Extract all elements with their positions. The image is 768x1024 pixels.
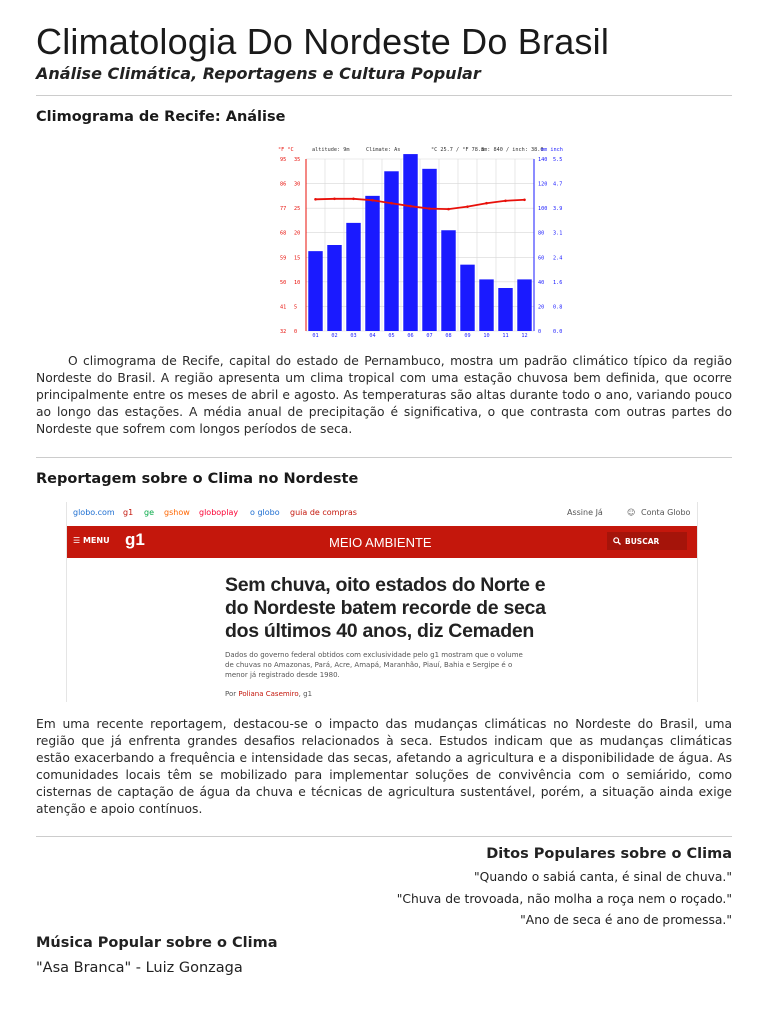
x-tick-label: 06	[407, 333, 414, 339]
page-subtitle: Análise Climática, Reportagens e Cultura Popular	[36, 64, 481, 83]
search-button[interactable]	[607, 532, 687, 550]
divider	[36, 836, 732, 837]
page-title: Climatologia Do Nordeste Do Brasil	[36, 21, 610, 62]
chart-header-units-right: mm inch	[541, 147, 563, 153]
x-tick-label: 04	[369, 333, 376, 339]
y-tick-celsius: 5	[294, 304, 298, 311]
precip-bar	[479, 279, 493, 331]
byline-prefix: Por	[225, 690, 237, 698]
y-tick-celsius: 20	[294, 230, 301, 237]
nav-link[interactable]: g1	[123, 508, 134, 517]
section1-paragraph: O climograma de Recife, capital do estado de Pernambuco, mostra um padrão climático típico da região Nordeste do Brasil. A região apresenta um clima tropical com uma estação chuvosa bem definida, que ocorre principalmente entre os meses de abril e agosto. As temperaturas são altas durante todo o ano, variando pouco ao longo das estações. A média anual de precipitação é significativa, o que contrasta com outras partes do Nordeste que sofrem com longos períodos de seca.	[36, 354, 732, 436]
nav-link[interactable]: o globo	[250, 508, 280, 517]
section-heading-reportagem: Reportagem sobre o Clima no Nordeste	[36, 471, 359, 487]
chart-header-climate: Climate: As	[366, 147, 401, 153]
precip-bar	[365, 196, 379, 331]
search-icon	[613, 537, 621, 545]
y-tick-fahrenheit: 41	[280, 304, 287, 311]
y-tick-fahrenheit: 68	[280, 230, 287, 237]
y-tick-mm: 60	[538, 255, 545, 262]
section-heading-climograma: Climograma de Recife: Análise	[36, 109, 286, 125]
y-tick-inch: 2.4	[553, 255, 563, 262]
byline-author[interactable]: Poliana Casemiro	[238, 690, 299, 698]
nav-link[interactable]: globo.com	[73, 508, 115, 517]
temperature-point	[523, 198, 526, 201]
y-tick-inch: 0.8	[553, 304, 563, 311]
y-tick-celsius: 30	[294, 181, 301, 188]
conta-globo-link[interactable]: Conta Globo	[641, 508, 691, 517]
g1-logo[interactable]: g1	[125, 530, 145, 549]
news-red-bar	[67, 526, 697, 558]
temperature-point	[466, 205, 469, 208]
chart-header-temps: °C 25.7 / °F 78.3	[431, 147, 485, 153]
temperature-point	[371, 199, 374, 202]
x-tick-label: 01	[312, 333, 319, 339]
y-tick-inch: 5.5	[553, 157, 563, 163]
user-icon: ☺	[627, 508, 636, 517]
chart-header-units-left: °F °C	[278, 147, 294, 153]
section2-paragraph: Em uma recente reportagem, destacou-se o impacto das mudanças climáticas no Nordeste do Brasil, uma região que já enfrenta grandes desafios relacionados à seca. Estudos indicam que as mudanças climáticas estão exacerbando a frequência e intensidade das secas, afetando a agricultura e a disponibilidade de água. As comunidades locais têm se mobilizado para implementar soluções de convivência com o semiárido, como cisternas de captação de água da chuva e técnicas de agricultura sustentável, porém, a situação ainda exige atenção e apoio contínuos.	[36, 717, 732, 816]
section-name: MEIO AMBIENTE	[329, 535, 432, 550]
y-tick-celsius: 15	[294, 255, 301, 262]
search-label: BUSCAR	[625, 537, 660, 546]
y-tick-mm: 0	[538, 329, 542, 335]
precip-bar	[327, 245, 341, 331]
chart-header-altitude: altitude: 9m	[312, 147, 350, 153]
music-item: "Asa Branca" - Luiz Gonzaga	[36, 960, 243, 976]
x-tick-label: 10	[483, 333, 490, 339]
precip-bar	[460, 265, 474, 331]
divider	[36, 95, 732, 96]
music-heading: Música Popular sobre o Clima	[36, 935, 278, 951]
precip-bar	[441, 230, 455, 331]
y-tick-inch: 1.6	[553, 279, 563, 286]
y-tick-fahrenheit: 50	[280, 279, 287, 286]
precip-bar	[346, 223, 360, 331]
temperature-point	[409, 205, 412, 208]
news-screenshot	[66, 502, 698, 702]
temperature-point	[333, 198, 336, 201]
y-tick-fahrenheit: 32	[280, 329, 287, 335]
news-byline	[225, 690, 312, 698]
x-tick-label: 11	[502, 333, 509, 339]
y-tick-inch: 4.7	[553, 181, 563, 188]
y-tick-inch: 3.9	[553, 206, 563, 213]
y-tick-mm: 80	[538, 230, 545, 237]
x-tick-label: 02	[331, 333, 338, 339]
temperature-point	[485, 202, 488, 205]
temperature-point	[504, 199, 507, 202]
divider	[36, 457, 732, 458]
precip-bar	[498, 288, 512, 331]
climogram-chart	[236, 143, 566, 343]
temperature-point	[390, 202, 393, 205]
dito-item: "Chuva de trovoada, não molha a roça nem o roçado."	[396, 892, 732, 906]
temperature-point	[428, 207, 431, 210]
menu-label: MENU	[82, 536, 110, 545]
dito-item: "Quando o sabiá canta, é sinal de chuva."	[474, 870, 732, 884]
x-tick-label: 08	[445, 333, 452, 339]
chart-header-precip: mm: 840 / inch: 38.0	[481, 147, 544, 153]
y-tick-celsius: 35	[294, 157, 301, 163]
precip-bar	[403, 154, 417, 331]
y-tick-mm: 40	[538, 279, 545, 286]
y-tick-inch: 0.0	[553, 329, 563, 335]
assine-link[interactable]: Assine Já	[567, 508, 603, 517]
y-tick-fahrenheit: 77	[280, 206, 287, 213]
x-tick-label: 09	[464, 333, 471, 339]
y-tick-fahrenheit: 95	[280, 157, 287, 163]
dito-item: "Ano de seca é ano de promessa."	[520, 913, 732, 927]
x-tick-label: 07	[426, 333, 433, 339]
y-tick-fahrenheit: 59	[280, 255, 287, 262]
y-tick-inch: 3.1	[553, 230, 563, 237]
y-tick-mm: 140	[538, 157, 548, 163]
hamburger-icon: ☰	[73, 536, 81, 545]
menu-button[interactable]	[73, 536, 110, 545]
x-tick-label: 03	[350, 333, 357, 339]
nav-link[interactable]: globoplay	[199, 508, 239, 517]
ditos-heading: Ditos Populares sobre o Clima	[486, 846, 732, 862]
precip-bar	[308, 251, 322, 331]
precip-bar	[384, 171, 398, 331]
y-tick-celsius: 10	[294, 279, 301, 286]
news-top-nav	[67, 502, 697, 524]
nav-link[interactable]: gshow	[164, 508, 190, 517]
y-tick-mm: 120	[538, 181, 548, 188]
y-tick-mm: 100	[538, 206, 548, 213]
y-tick-fahrenheit: 86	[280, 181, 287, 188]
nav-link[interactable]: guia de compras	[290, 508, 357, 517]
precip-bar	[422, 169, 436, 331]
byline-suffix: , g1	[298, 690, 313, 698]
temperature-point	[314, 198, 317, 201]
y-tick-celsius: 25	[294, 206, 301, 213]
x-tick-label: 05	[388, 333, 395, 339]
news-headline[interactable]: Sem chuva, oito estados do Norte e do Nordeste batem recorde de seca dos últimos 40 anos, diz Cemaden	[225, 574, 546, 642]
precip-bar	[517, 279, 531, 331]
y-tick-celsius: 0	[294, 329, 298, 335]
y-tick-mm: 20	[538, 304, 545, 311]
x-tick-label: 12	[521, 333, 528, 339]
news-lede: Dados do governo federal obtidos com exclusividade pelo g1 mostram que o volume de chuvas no Amazonas, Pará, Acre, Amapá, Maranhão, Piauí, Bahia e Sergipe é o menor já registrado desde 1980.	[225, 651, 523, 679]
temperature-point	[352, 198, 355, 201]
climogram-svg	[236, 143, 566, 343]
nav-link[interactable]: ge	[144, 508, 154, 517]
temperature-point	[447, 208, 450, 211]
